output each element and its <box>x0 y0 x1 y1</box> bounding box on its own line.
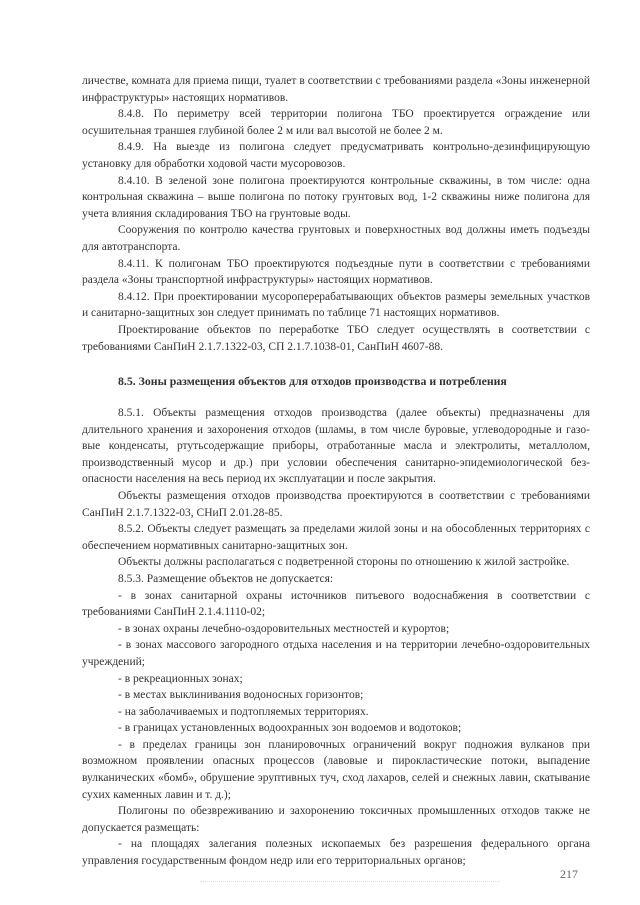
list-item: - на заболачиваемых и подтопляемых территориях. <box>118 705 369 718</box>
paragraph: личестве, комната для приема пищи, туалет в соответствии с требованиями раздела «Зоны инженерной инфраструктуры» настоящих нормативов. <box>82 75 590 104</box>
paragraph: 8.4.9. На выезде из полигона следует предусматривать контрольно-дезинфицирующую установку для обработки ходовой части мусоровозов. <box>82 141 590 170</box>
list-item: - в пределах границы зон планировочных ограничений вокруг подножия вулканов при возможном проявлении опасных процессов (лавовые и пирокластические потоки, выпадение вулканических «бомб», обрушение эруптивных туч, сход лахаров, селей и снежных лавин, скатывание сухих каменных лавин и т. д.); <box>82 738 590 801</box>
list-item: - в местах выклинивания водоносных горизонтов; <box>118 689 364 702</box>
page-number: 217 <box>560 867 578 881</box>
paragraph: Объекты размещения отходов производства проектируются в соответствии с требованиями СанПиН 2.1.7.1322-03, СНиП 2.01.28-85. <box>82 489 590 519</box>
paragraph: Сооружения по контролю качества грунтовых и поверхностных вод должны иметь подъезды для автотранспорта. <box>82 224 590 253</box>
paragraph: Проектирование объектов по переработке ТБО следует осуществлять в соответствии с требованиями СанПиН 2.1.7.1322-03, СП 2.1.7.1038-01, СанПиН 4607-88. <box>82 323 590 353</box>
paragraph: 8.5.1. Объекты размещения отходов производства (далее объекты) предназначены для длительного хранения и захоронения отходов (шламы, в том числе буровые, углеводородные и газо-вые конденсаты, ртутьсодержащие приборы, отработанные масла и электролиты, металлолом, производственный мусор и др.) при условии обеспечения санитарно-эпидемиологической без-опасности населения на весь период их эксплуатации и после закрытия. <box>82 407 590 486</box>
paragraph: 8.4.8. По периметру всей территории полигона ТБО проектируется ограждение или осушительная траншея глубиной более 2 м или вал высотой не более 2 м. <box>82 108 590 137</box>
paragraph: 8.5.2. Объекты следует размещать за пределами жилой зоны и на обособленных территориях с обеспечением нормативных санитарно-защитных зон. <box>82 523 590 552</box>
section-heading: 8.5. Зоны размещения объектов для отходов производства и потребления <box>118 374 507 388</box>
list-item: - в рекреационных зонах; <box>118 672 243 685</box>
main-text-block <box>82 405 590 870</box>
list-item: - в границах установленных водоохранных зон водоемов и водотоков; <box>118 722 462 735</box>
paragraph: 8.4.11. К полигонам ТБО проектируются подъездные пути в соответствии с требованиями раздела «Зоны транспортной инфраструктуры» настоящих нормативов. <box>82 257 590 287</box>
paragraph: Полигоны по обезвреживанию и захоронению токсичных промышленных отходов также не допускается размещать: <box>82 805 590 834</box>
section-heading-block <box>82 373 590 390</box>
list-item: - в зонах санитарной охраны источников питьевого водоснабжения в соответствии с требованиями СанПиН 2.1.4.1110-02; <box>82 589 590 619</box>
list-item: - на площадях залегания полезных ископаемых без разрешения федерального органа управления государственным фондом недр или его территориальных органов; <box>82 838 590 868</box>
list-item: - в зонах массового загородного отдыха населения и на территории лечебно-оздоровительных учреждений; <box>82 639 590 668</box>
top-text-block <box>82 73 590 355</box>
list-item: - в зонах охраны лечебно-оздоровительных местностей и курортов; <box>118 622 450 635</box>
scan-artifact-line <box>200 881 500 886</box>
paragraph: 8.4.10. В зеленой зоне полигона проектируются контрольные скважины, в том числе: одна контрольная скважина – выше полигона по потоку грунтовых вод, 1-2 скважины ниже полигона для учета влияния складирования ТБО на грунтовые воды. <box>82 174 590 220</box>
paragraph: 8.5.3. Размещение объектов не допускается: <box>118 572 334 585</box>
paragraph: Объекты должны располагаться с подветренной стороны по отношению к жилой застройке. <box>118 556 570 569</box>
paragraph: 8.4.12. При проектировании мусороперерабатывающих объектов размеры земельных участков и санитарно-защитных зон следует принимать по таблице 71 настоящих нормативов. <box>82 290 590 320</box>
